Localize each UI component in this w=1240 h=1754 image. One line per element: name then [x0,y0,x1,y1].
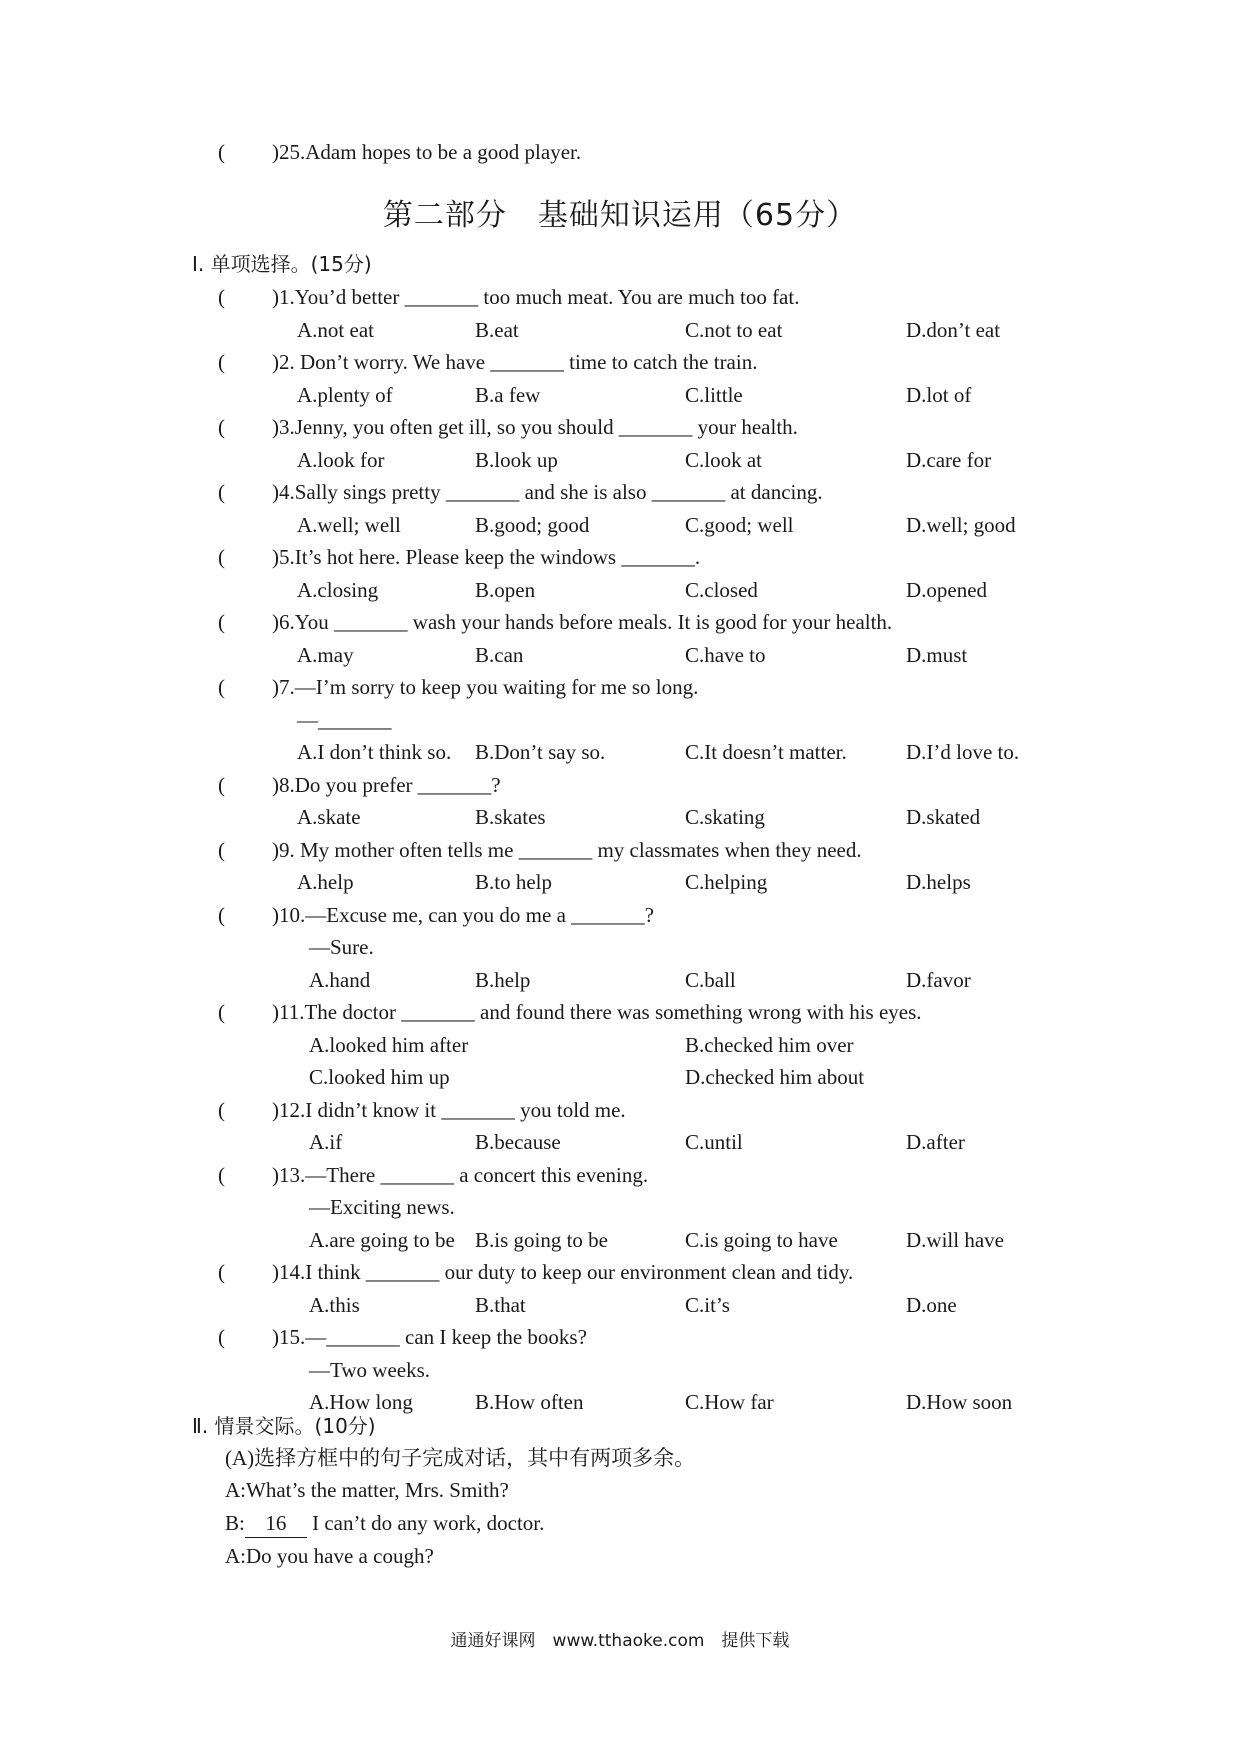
option-c: C.little [685,382,743,407]
option-c: C.until [685,1130,743,1154]
option-a: A.if [309,1130,343,1154]
option-c: C.not to eat [685,317,783,342]
answer-paren: ( [218,610,225,634]
option-c: C.have to [685,642,766,667]
option-a: A.well; well [297,512,401,537]
option-d: D.favor [906,967,971,992]
option-a: A.help [297,870,354,894]
answer-paren: ( [218,285,225,309]
answer-paren: ( [218,1162,225,1187]
question-response: —Exciting news. [309,1195,455,1219]
question-stem: )10.—Excuse me, can you do me a _______? [272,902,654,927]
part-title: 第二部分 基础知识运用（65分） [382,198,858,233]
option-a: A.closing [297,577,379,602]
option-c: C.It doesn’t matter. [685,740,847,764]
option-c: C.look at [685,447,762,472]
question-text: )25.Adam hopes to be a good player. [272,140,582,164]
option-b: B.skates [475,805,546,829]
question-stem: )14.I think _______ our duty to keep our environment clean and tidy. [272,1260,854,1284]
option-c: C.ball [685,967,736,992]
answer-paren: ( [218,837,225,862]
option-b: B.help [475,967,531,992]
option-c: C.looked him up [309,1065,450,1089]
question-stem: )9. My mother often tells me _______ my classmates when they need. [272,837,862,862]
option-b: B.because [475,1130,561,1154]
option-b: B.good; good [475,512,590,537]
answer-paren: ( [218,675,225,699]
option-d: D.one [906,1292,957,1317]
option-d: D.helps [906,870,971,894]
answer-paren: ( [218,1325,225,1349]
option-b: B.How often [475,1390,584,1414]
answer-paren: ( [218,772,225,797]
option-a: A.I don’t think so. [297,740,452,764]
option-d: D.after [906,1130,965,1154]
dialogue-text: I can’t do any work, doctor. [306,1511,545,1535]
question-response: —Sure. [309,935,374,959]
footer-text: 通通好课网 www.tthaoke.com 提供下载 [450,1631,790,1651]
question-stem: )1.You’d better _______ too much meat. You are much too fat. [272,285,800,309]
option-a: A.plenty of [297,382,393,407]
answer-paren: ( [218,1097,225,1122]
question-stem: )15.—_______ can I keep the books? [272,1325,587,1349]
option-d: D.skated [906,805,981,829]
option-b: B.that [475,1292,526,1317]
option-c: C.good; well [685,512,794,537]
question-stem: )11.The doctor _______ and found there was something wrong with his eyes. [272,1000,922,1024]
question-stem: )12.I didn’t know it _______ you told me. [272,1097,626,1122]
question-stem: )2. Don’t worry. We have _______ time to catch the train. [272,350,758,374]
option-c: C.How far [685,1390,774,1414]
answer-paren: ( [218,1000,225,1024]
dialogue-line [225,1509,544,1538]
dialogue-line: A:Do you have a cough? [225,1544,434,1568]
answer-paren: ( [218,350,225,374]
option-b: B.is going to be [475,1227,609,1252]
option-a: A.may [297,642,354,667]
answer-paren: ( [218,1260,225,1284]
option-d: D.checked him about [685,1065,865,1089]
option-d: D.lot of [906,382,972,407]
question-stem: )13.—There _______ a concert this evening. [272,1162,649,1187]
option-a: A.looked him after [309,1032,469,1057]
option-d: D.must [906,642,968,667]
option-b: B.Don’t say so. [475,740,606,764]
option-d: D.opened [906,577,988,602]
question-response: —_______ [297,707,392,732]
option-b: B.a few [475,382,541,407]
answer-paren: ( [218,902,225,927]
answer-blank: 16 [245,1509,307,1538]
question-stem: )7.—I’m sorry to keep you waiting for me so long. [272,675,699,699]
option-c: C.it’s [685,1292,730,1317]
answer-paren: ( [218,415,225,439]
section-heading: Ⅱ. 情景交际。(10分) [192,1414,376,1438]
question-response: —Two weeks. [309,1357,431,1382]
section-heading: Ⅰ. 单项选择。(15分) [192,252,372,276]
option-d: D.I’d love to. [906,740,1020,764]
answer-paren: ( [218,480,225,504]
option-a: A.How long [309,1390,413,1414]
option-d: D.will have [906,1227,1004,1252]
option-a: A.not eat [297,317,374,342]
question-stem: )8.Do you prefer _______? [272,772,501,797]
option-b: B.to help [475,870,552,894]
option-c: C.is going to have [685,1227,838,1252]
option-c: C.helping [685,870,768,894]
question-stem: )6.You _______ wash your hands before meals. It is good for your health. [272,610,893,634]
option-a: A.this [309,1292,360,1317]
answer-paren: ( [218,545,225,569]
option-b: B.can [475,642,524,667]
option-b: B.open [475,577,536,602]
option-d: D.don’t eat [906,317,1001,342]
option-a: A.skate [297,805,361,829]
option-b: B.checked him over [685,1032,854,1057]
option-c: C.skating [685,805,765,829]
option-a: A.look for [297,447,385,472]
option-d: D.How soon [906,1390,1013,1414]
option-b: B.eat [475,317,519,342]
question-paren: ( [218,140,225,164]
section-instruction: (A)选择方框中的句子完成对话，其中有两项多余。 [225,1446,696,1470]
option-d: D.care for [906,447,992,472]
option-a: A.hand [309,967,371,992]
option-b: B.look up [475,447,558,472]
option-a: A.are going to be [309,1227,455,1252]
question-stem: )3.Jenny, you often get ill, so you should _______ your health. [272,415,798,439]
question-stem: )5.It’s hot here. Please keep the windows _______. [272,545,701,569]
speaker-label: B: [225,1511,245,1535]
option-d: D.well; good [906,512,1016,537]
question-stem: )4.Sally sings pretty _______ and she is also _______ at dancing. [272,480,823,504]
option-c: C.closed [685,577,758,602]
dialogue-line: A:What’s the matter, Mrs. Smith? [225,1478,509,1502]
